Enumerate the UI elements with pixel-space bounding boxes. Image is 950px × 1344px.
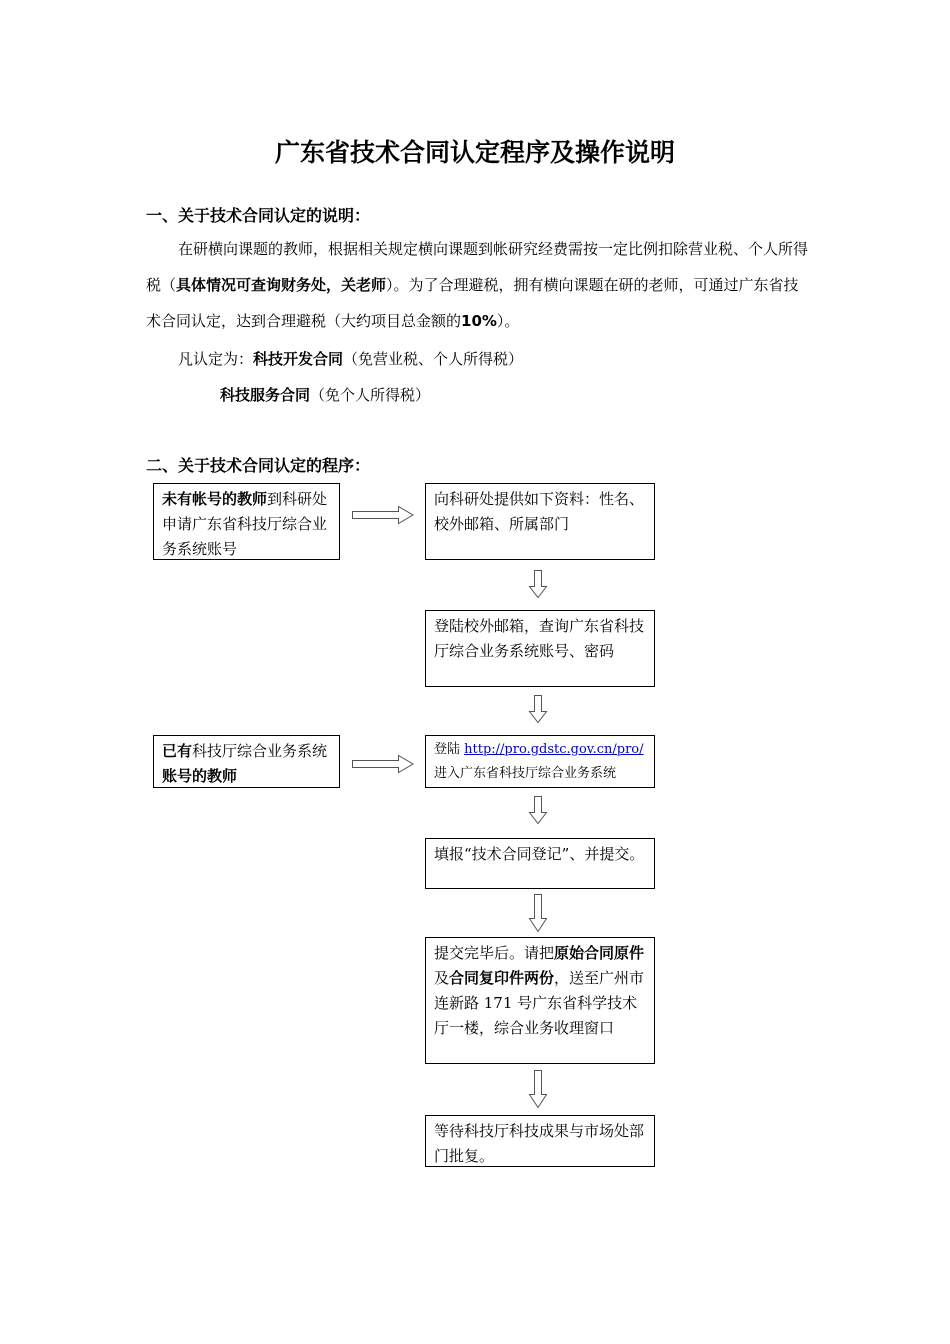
submit-text-a: 提交完毕后。请把: [434, 944, 555, 962]
line1-dev-contract: 科技开发合同: [253, 350, 344, 368]
arrow-down-icon: [529, 695, 547, 723]
section1-heading: 一、关于技术合同认定的说明：: [146, 206, 371, 225]
arrow-right-icon: [352, 755, 414, 773]
no-account-text: 到科研处申请广东省科技厅综合业务系统账号: [162, 490, 328, 558]
arrow-down-icon: [529, 796, 547, 824]
step-fill-registration-box: 填报“技术合同登记”、并提交。: [425, 838, 655, 889]
contract-type-line-1: [178, 348, 523, 369]
line1-suffix: （免营业税、个人所得税）: [343, 350, 524, 368]
step-await-approval-box: 等待科技厅科技成果与市场处部门批复。: [425, 1115, 655, 1167]
has-account-teacher-box: [153, 735, 340, 788]
login-line2: 进入广东省科技厅综合业务系统: [434, 766, 617, 781]
contract-type-line-2: [220, 384, 430, 405]
no-account-teacher-box: [153, 483, 340, 560]
step-submit-originals-box: [425, 937, 655, 1064]
has-account-text: 科技厅综合业务系统: [192, 742, 328, 760]
line2-service-contract: 科技服务合同: [220, 386, 311, 404]
submit-text-e: ，送至广州市连新路 171 号广东省科学技术厅一楼，综合业务收理窗口: [434, 969, 645, 1037]
p1-text-a: 在研横向课题的教师，根据相关规定横向课题到帐研究经费需按一定比例扣除营业税、个人所得税（: [146, 240, 809, 294]
step-provide-info-box: 向科研处提供如下资料：性名、校外邮箱、所属部门: [425, 483, 655, 560]
line1-prefix: 凡认定为：: [178, 350, 254, 368]
p1-percent: 10%: [461, 312, 497, 330]
section2-heading: 二、关于技术合同认定的程序：: [146, 456, 371, 475]
step-check-email-box: 登陆校外邮箱，查询广东省科技厅综合业务系统账号、密码: [425, 610, 655, 687]
no-account-label: 未有帐号的教师: [162, 490, 268, 508]
p1-finance-note: 具体情况可查询财务处，关老师: [176, 276, 387, 294]
has-label: 已有: [162, 742, 193, 760]
arrow-down-icon: [529, 570, 547, 598]
arrow-down-icon: [529, 894, 547, 932]
arrow-down-icon: [529, 1070, 547, 1108]
section1-paragraph: [146, 231, 812, 339]
page-title: 广东省技术合同认定程序及操作说明: [274, 138, 675, 167]
p1-text-e: ）。: [496, 312, 520, 330]
login-prefix: 登陆: [434, 742, 465, 757]
submit-text-c: 及: [434, 969, 450, 987]
copies-label: 合同复印件两份: [449, 969, 555, 987]
original-contract-label: 原始合同原件: [554, 944, 645, 962]
p1-text-c: ）。为了合理避税，拥有横向课题在研的老师，可通过广东省技术合同认定，达到合理避税（大约项目总金额的: [146, 276, 799, 330]
line2-suffix: （免个人所得税）: [310, 386, 431, 404]
step-login-system-box: [425, 735, 655, 788]
system-login-link[interactable]: http://pro.gdstc.gov.cn/pro/: [464, 742, 644, 757]
account-teacher-label: 账号的教师: [162, 767, 238, 785]
arrow-right-icon: [352, 506, 414, 524]
